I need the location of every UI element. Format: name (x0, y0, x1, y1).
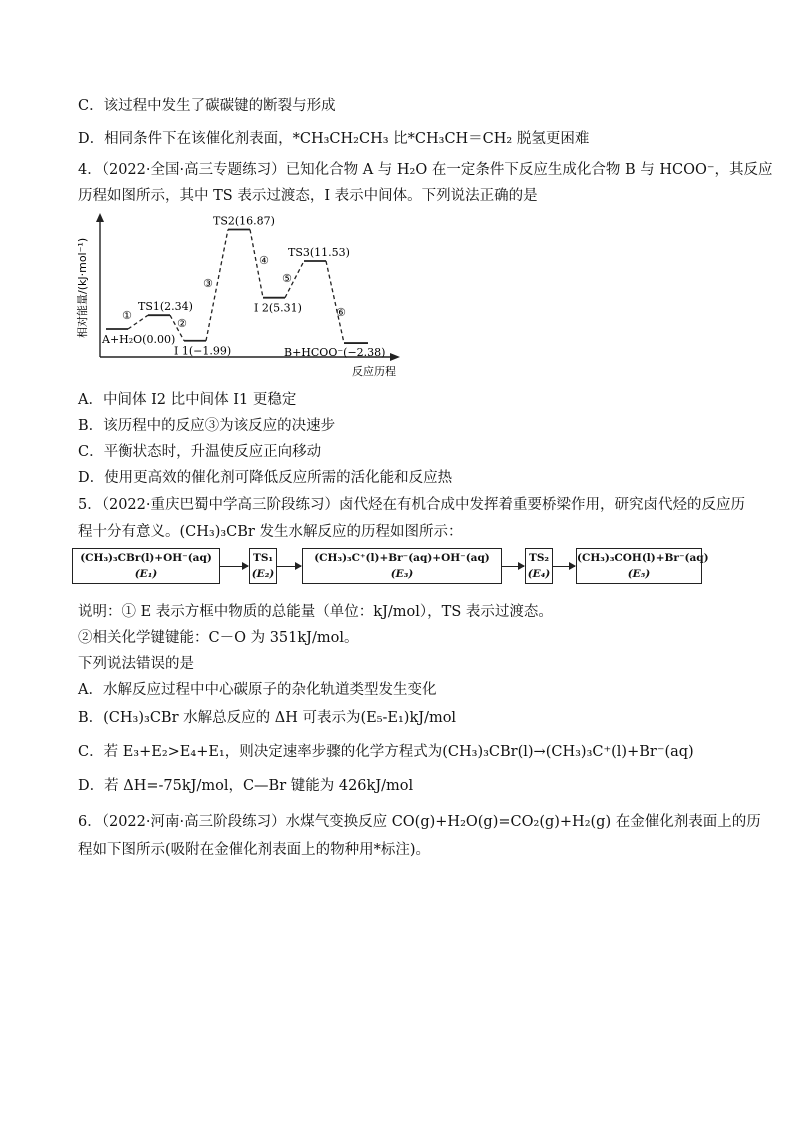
step-labels (122, 254, 346, 330)
state-label-4: I 2(5.31) (254, 301, 302, 315)
flow-box-products (576, 548, 709, 584)
state-label-2: I 1(−1.99) (174, 344, 232, 358)
state-label-3: TS2(16.87) (213, 214, 275, 228)
flow-box-reactants (72, 548, 220, 584)
flow-box-intermediate (302, 548, 502, 584)
step-label-1: ① (122, 309, 132, 322)
q4-option-b: B．该历程中的反应③为该反应的决速步 (78, 418, 336, 434)
q4-stem-line1: 4．（2022·全国·高三专题练习）已知化合物 A 与 H₂O 在一定条件下反应生成化合物 B 与 HCOO⁻，其反应 (78, 162, 773, 178)
step-label-2: ② (177, 317, 187, 330)
flow-box-intermediate-label: (CH₃)₃C⁺(l)+Br⁻(aq)+OH⁻(aq) (314, 552, 490, 564)
q6-stem-line2: 程如下图所示(吸附在金催化剂表面上的物种用*标注)。 (78, 842, 431, 858)
q4-stem-line2: 历程如图所示，其中 TS 表示过渡态，I 表示中间体。下列说法正确的是 (78, 188, 538, 204)
step-label-5: ⑤ (282, 272, 292, 285)
flow-box-ts2-energy: (E₄) (527, 568, 551, 580)
x-axis-arrow (390, 353, 400, 361)
step-label-3: ③ (203, 277, 213, 290)
q5-stem-line2: 程十分有意义。(CH₃)₃CBr 发生水解反应的历程如图所示： (78, 524, 463, 540)
q5-stem-line1: 5．（2022·重庆巴蜀中学高三阶段练习）卤代烃在有机合成中发挥着重要桥梁作用，研究卤代烃的反应历 (78, 497, 745, 513)
q5-option-c: C．若 E₃+E₂>E₄+E₁，则决定速率步骤的化学方程式为(CH₃)₃CBr(l)→(CH₃)₃C⁺(l)+Br⁻(aq) (78, 744, 694, 760)
q4-option-a: A．中间体 I2 比中间体 I1 更稳定 (78, 392, 297, 408)
q5-option-d: D．若 ΔH=-75kJ/mol，C—Br 键能为 426kJ/mol (78, 778, 414, 794)
q4-option-d: D．使用更高效的催化剂可降低反应所需的活化能和反应热 (78, 470, 453, 486)
flow-box-ts1-label: TS₁ (253, 552, 273, 564)
q3-option-d: D．相同条件下在该催化剂表面，*CH₃CH₂CH₃ 比*CH₃CH＝CH₂ 脱氢更困难 (78, 131, 590, 147)
energy-profile-chart (70, 212, 410, 377)
state-label-1: TS1(2.34) (138, 300, 193, 314)
flow-arrow-3 (502, 566, 524, 567)
flow-box-reactants-label: (CH₃)₃CBr(l)+OH⁻(aq) (80, 552, 212, 564)
q3-option-c: C．该过程中发生了碳碳键的断裂与形成 (78, 98, 336, 114)
q5-option-a: A．水解反应过程中中心碳原子的杂化轨道类型发生变化 (78, 682, 437, 698)
flow-arrow-2 (277, 566, 301, 567)
flow-box-ts1 (249, 548, 277, 584)
flow-arrow-1 (220, 566, 248, 567)
x-axis-label: 反应历程 (352, 365, 396, 377)
step-label-6: ⑥ (336, 306, 346, 319)
flow-box-ts2 (525, 548, 553, 584)
flow-box-products-label: (CH₃)₃COH(l)+Br⁻(aq) (577, 552, 709, 564)
q6-stem-line1: 6．（2022·河南·高三阶段练习）水煤气变换反应 CO(g)+H₂O(g)=CO₂(g)+H₂(g) 在金催化剂表面上的历 (78, 814, 761, 830)
step-label-4: ④ (259, 254, 269, 267)
flow-box-ts1-energy: (E₂) (251, 568, 275, 580)
flow-box-reactants-energy: (E₁) (134, 568, 158, 580)
state-label-5: TS3(11.53) (288, 245, 350, 259)
q5-note-1: 说明：① E 表示方框中物质的总能量（单位：kJ/mol），TS 表示过渡态。 (78, 604, 553, 620)
connector-5 (326, 261, 344, 343)
y-axis-label: 相对能量/(kJ·mol⁻¹) (76, 237, 89, 338)
y-axis-arrow (96, 213, 104, 222)
flow-arrow-4 (553, 566, 575, 567)
q5-ask: 下列说法错误的是 (78, 656, 194, 672)
flow-box-products-energy: (E₅) (627, 568, 651, 580)
state-label-0: A+H₂O(0.00) (102, 333, 176, 346)
flow-box-intermediate-energy: (E₃) (390, 568, 414, 580)
flow-box-ts2-label: TS₂ (529, 552, 549, 564)
q5-note-2: ②相关化学键键能：C－O 为 351kJ/mol。 (78, 630, 359, 646)
state-label-6: B+HCOO⁻(−2.38) (284, 346, 386, 360)
q4-option-c: C．平衡状态时，升温使反应正向移动 (78, 444, 322, 460)
q5-option-b: B．(CH₃)₃CBr 水解总反应的 ΔH 可表示为(E₅-E₁)kJ/mol (78, 710, 457, 726)
